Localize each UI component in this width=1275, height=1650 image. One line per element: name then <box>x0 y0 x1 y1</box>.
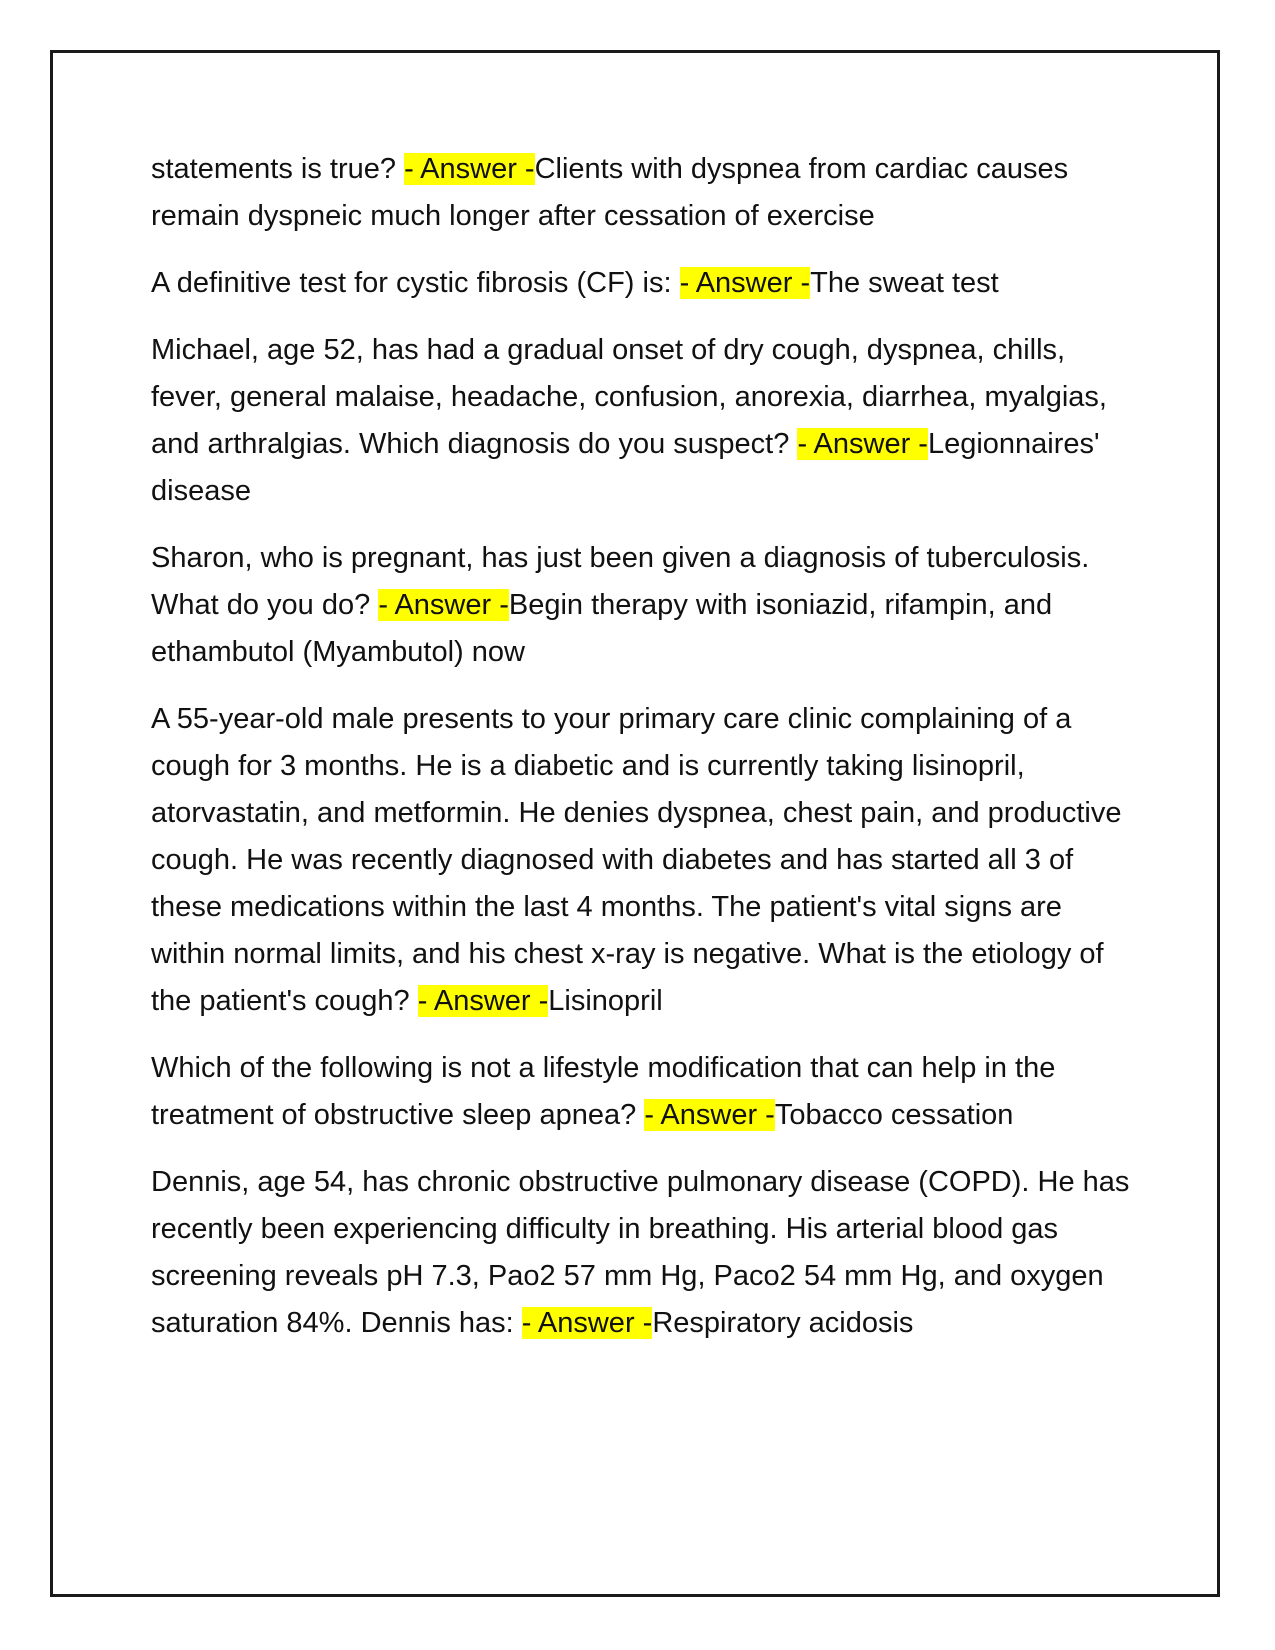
question-text: Which of the following is not a lifestyle modification that can help in the treatment of obstructive sleep apnea? <box>151 1052 1056 1131</box>
answer-text: Begin therapy with isoniazid, rifampin, and ethambutol (Myambutol) now <box>151 589 1053 668</box>
answer-marker: - Answer - <box>521 1307 653 1339</box>
question-text: Michael, age 52, has had a gradual onset of dry cough, dyspnea, chills, fever, general malaise, headache, confusion, anorexia, diarrhea, myalgias, and arthralgias. Which diagnosis do you suspect? <box>151 334 1107 460</box>
qa-item <box>151 1159 1141 1347</box>
qa-item <box>151 696 1141 1025</box>
qa-item <box>151 327 1141 515</box>
answer-text: Legionnaires' disease <box>151 428 1100 507</box>
question-text: statements is true? <box>151 153 405 185</box>
answer-marker: - Answer - <box>797 428 928 460</box>
answer-marker: - Answer - <box>404 153 535 185</box>
answer-text: Lisinopril <box>548 985 663 1017</box>
document-body <box>151 146 1141 1367</box>
qa-item <box>151 1045 1141 1139</box>
answer-text: The sweat test <box>810 267 999 299</box>
answer-marker: - Answer - <box>679 267 811 299</box>
question-text: Dennis, age 54, has chronic obstructive pulmonary disease (COPD). He has recently been experiencing difficulty in breathing. His arterial blood gas screening reveals pH 7.3, Pao2 57 mm Hg, Paco2 54 mm Hg, and oxygen saturation 84%. Dennis has: <box>151 1166 1130 1339</box>
answer-text: Tobacco cessation <box>774 1099 1014 1131</box>
question-text: A 55-year-old male presents to your primary care clinic complaining of a cough for 3 months. He is a diabetic and is currently taking lisinopril, atorvastatin, and metformin. He denies dyspnea, chest pain, and productive cough. He was recently diagnosed with diabetes and has started all 3 of these medications within the last 4 months. The patient's vital signs are within normal limits, and his chest x-ray is negative. What is the etiology of the patient's cough? <box>151 703 1122 1017</box>
qa-item <box>151 260 1141 307</box>
answer-text: Respiratory acidosis <box>652 1307 914 1339</box>
answer-marker: - Answer - <box>417 985 549 1017</box>
question-text: Sharon, who is pregnant, has just been given a diagnosis of tuberculosis. What do you do? <box>151 542 1090 621</box>
answer-marker: - Answer - <box>644 1099 775 1131</box>
qa-item <box>151 146 1141 240</box>
qa-item <box>151 535 1141 676</box>
answer-text: Clients with dyspnea from cardiac causes remain dyspneic much longer after cessation of exercise <box>151 153 1069 232</box>
answer-marker: - Answer - <box>378 589 509 621</box>
question-text: A definitive test for cystic fibrosis (CF) is: <box>151 267 680 299</box>
